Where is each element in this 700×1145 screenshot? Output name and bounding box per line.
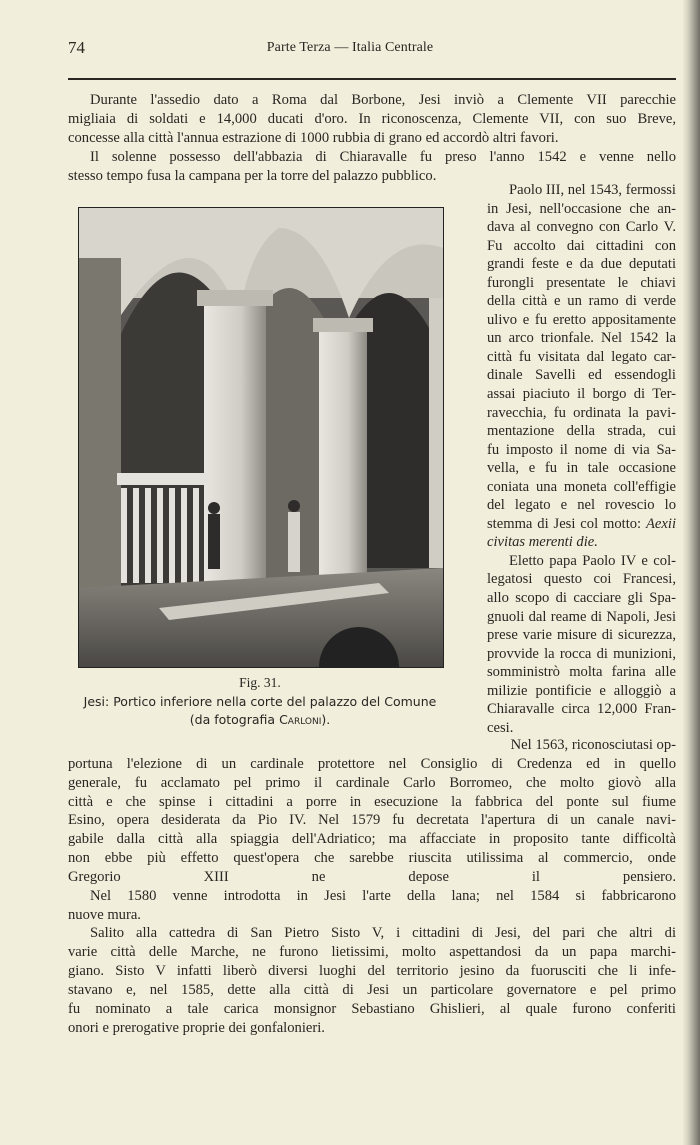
text-line: gnuoli dal reame di Napoli, Jesi [487,608,676,625]
text-line: vella, e fu in tale occasione [487,460,676,477]
text-line [487,515,676,534]
text-line: città fu visitata dal legato car- [487,348,676,365]
text-line: ulivo e fu eretto appositamente [487,311,676,328]
side-column-text [487,181,676,737]
text-line: migliaia di soldati e 14,000 ducati d'oro. In riconoscenza, Clemente VII, con suo Breve, [68,110,676,127]
text-line: prese varie misure di sicurezza, [487,627,676,644]
text-line: dinale Savelli ed essendogli [487,367,676,384]
text-line: fu imposto il nome di via Sa- [487,441,676,458]
text-line: del legato e nel rovescio lo [487,497,676,514]
text-line: Chiaravalle circa 12,000 Fran- [487,701,676,718]
text-line: Esino, opera desiderata da Pio IV. Nel 1579 fu decretata l'apertura di un canale navi- [68,812,676,829]
text-line: concesse alla città l'annua estrazione di 1000 rubbia di grano ed accordò altri favori. [68,129,559,146]
header-rule [68,78,676,80]
text-line: città e che spinse i cittadini a porre in esecuzione la fabbrica del ponte sul fiume [68,793,676,810]
main-text-bottom [68,736,676,1038]
text-segment: stemma di Jesi col motto: [487,515,647,532]
text-line: provvide la rocca di munizioni, [487,645,676,662]
text-line: assai piaciuto il borgo di Ter- [487,386,676,403]
text-line: nuove mura. [68,906,141,923]
text-line: Nel 1563, riconosciutasi op- [510,737,676,753]
text-line: milizie pontificie e alloggiò a [487,682,676,699]
text-line: in Jesi, nell'occasione che an- [487,200,676,217]
text-line: varie città delle Marche, ne furono lietissimi, molto aspettandosi da un papa marchi- [68,944,676,961]
text-line: generale, fu acclamato pel primo il cardinale Carlo Borromeo, che molto giovò alla [68,774,676,791]
book-binding-shadow [682,0,700,1145]
text-line: onori e prerogative proprie dei gonfalonieri. [68,1019,325,1036]
text-line: somministrò molta farina alle [487,664,676,681]
text-line: Salito alla cattedra di San Pietro Sisto V, i cittadini di Jesi, del pari che altri di [90,925,676,942]
text-line: non ebbe più effetto quest'opera che sarebbe riuscita utilissima al commercio, onde [68,850,676,867]
text-line: Il solenne possesso dell'abbazia di Chiaravalle fu preso l'anno 1542 e venne nello [90,148,676,165]
text-line: Durante l'assedio dato a Roma dal Borbone, Jesi inviò a Clemente VII parecchie [90,92,676,108]
figure-photo-portico [78,207,444,668]
text-line: Eletto papa Paolo IV e col- [509,552,676,569]
figure-credit [70,711,450,730]
text-line: Nel 1580 venne introdotta in Jesi l'arte della lana; nel 1584 si fabbricarono [90,887,676,904]
text-line: Paolo III, nel 1543, fermossi [509,182,676,198]
main-text-top [68,91,676,185]
credit-suffix: ). [321,712,331,727]
text-line: furongli presentate le chiavi [487,274,676,291]
text-line: dava al convegno con Carlo V. [487,219,676,236]
text-line [487,533,676,552]
text-line: stesso tempo fusa la campana per la torre del palazzo pubblico. [68,167,437,184]
photographer-name: Carloni [279,712,322,727]
text-line: un arco trionfale. Nel 1542 la [487,330,676,347]
text-line: giano. Sisto V infatti liberò diversi luoghi del territorio jesino da fuorusciti che li infe- [68,963,676,980]
text-line: portuna l'elezione di un cardinale protettore nel Consiglio di Credenza ed in quello [68,755,676,772]
text-line: cesi. [487,719,514,736]
text-line: ravecchia, fu ordinata la pavi- [487,404,676,421]
text-line: mentazione della strada, cui [487,423,676,440]
italic-motto: Aexii [646,515,676,532]
text-line: allo scopo di cacciare gli Spa- [487,590,676,607]
credit-prefix: (da fotografia [189,712,280,727]
figure-caption [70,674,450,730]
text-line: gabile dalla città alla spiaggia dell'Adriatico; ma affacciate in proposito tante difficoltà [68,831,676,848]
text-line: della città e un ramo di verde [487,293,676,310]
text-line: Fu accolto dai cittadini con [487,237,676,254]
figure-label: Fig. 31. [239,675,281,690]
portico-photo-illustration [79,208,443,667]
page-number: 74 [68,38,85,57]
text-line: stavano e, nel 1585, dette alla città di Jesi un particolare governatore e pel primo [68,981,676,998]
text-line: Gregorio XIII ne depose il pensiero. [68,868,676,885]
italic-motto: civitas merenti die. [487,534,598,551]
text-line: fu nominato a tale carica monsignor Sebastiano Ghislieri, al quale furono conferiti [68,1000,676,1017]
figure-caption-text: Jesi: Portico inferiore nella corte del palazzo del Comune [83,693,437,709]
text-line: coniata una moneta coll'effigie [487,478,676,495]
running-title: Parte Terza — Italia Centrale [266,40,434,55]
text-line: legatosi questo coi Francesi, [487,571,676,588]
text-line: grandi feste e da due deputati [487,256,676,273]
